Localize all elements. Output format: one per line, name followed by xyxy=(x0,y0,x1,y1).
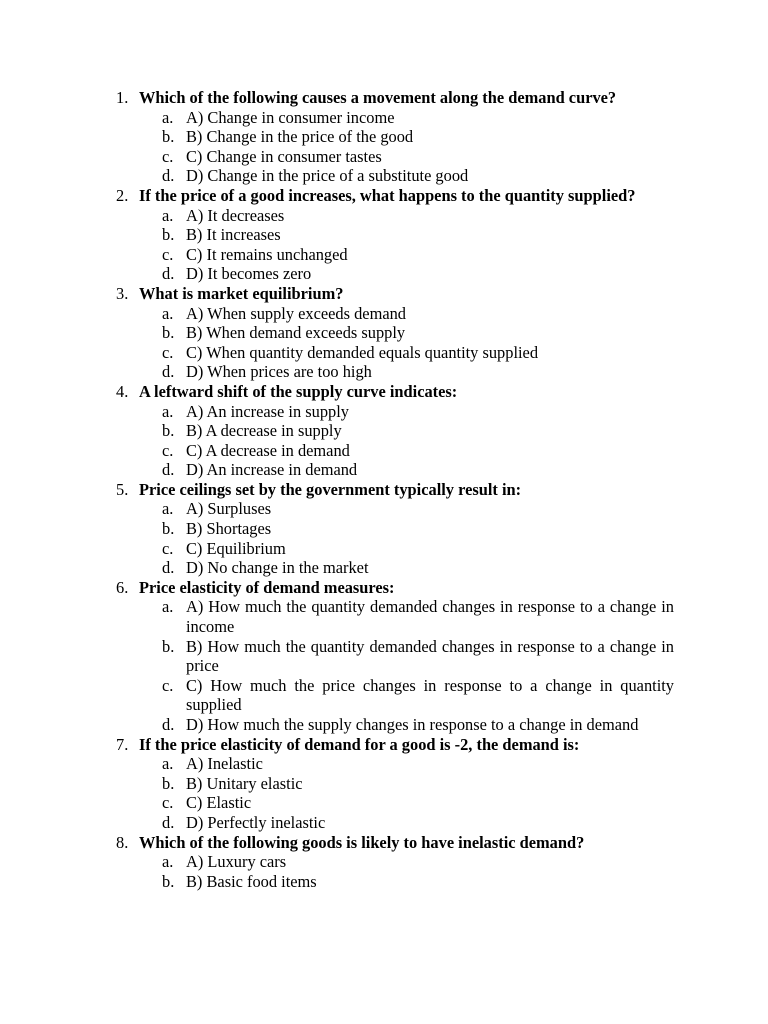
option-text: A) Inelastic xyxy=(186,754,263,774)
option-text: B) It increases xyxy=(186,225,281,245)
question-item xyxy=(116,833,674,892)
answer-option xyxy=(162,519,674,539)
question-item xyxy=(116,735,674,833)
option-letter: d. xyxy=(162,460,175,480)
option-text: A) When supply exceeds demand xyxy=(186,303,406,323)
option-text: B) Change in the price of the good xyxy=(186,127,414,147)
option-text: D) Change in the price of a substitute good xyxy=(186,166,469,186)
option-letter: c. xyxy=(162,440,174,460)
option-letter: a. xyxy=(162,754,174,774)
question-item xyxy=(116,382,674,480)
question-text: Which of the following causes a movement along the demand curve? xyxy=(139,88,617,107)
question-number: 6. xyxy=(116,577,129,597)
answer-option xyxy=(162,343,674,363)
answer-option xyxy=(162,304,674,324)
answer-option xyxy=(162,813,674,833)
answer-option xyxy=(162,774,674,794)
option-text: D) How much the supply changes in response to a change in demand xyxy=(186,715,639,734)
question-header xyxy=(116,735,674,755)
answer-options xyxy=(116,852,674,891)
option-letter: c. xyxy=(162,244,174,264)
option-text: C) When quantity demanded equals quantity supplied xyxy=(186,342,539,362)
answer-options xyxy=(116,597,674,734)
option-text: B) Unitary elastic xyxy=(186,773,303,793)
answer-options xyxy=(116,402,674,480)
option-letter: d. xyxy=(162,715,175,734)
question-text: Price ceilings set by the government typically result in: xyxy=(139,479,522,499)
answer-option xyxy=(162,460,674,480)
answer-option xyxy=(162,108,674,128)
option-text: A) How much the quantity demanded changes in response to a change in income xyxy=(186,597,674,637)
question-header xyxy=(116,88,674,108)
question-list xyxy=(116,88,674,891)
option-letter: b. xyxy=(162,421,175,441)
option-text: D) When prices are too high xyxy=(186,362,372,382)
question-text: If the price of a good increases, what happens to the quantity supplied? xyxy=(139,185,636,205)
option-text: A) An increase in supply xyxy=(186,401,349,421)
answer-option xyxy=(162,676,674,715)
question-text: Price elasticity of demand measures: xyxy=(139,577,395,597)
question-number: 8. xyxy=(116,832,129,852)
option-letter: a. xyxy=(162,499,174,519)
answer-options xyxy=(116,304,674,382)
option-text: D) It becomes zero xyxy=(186,264,312,284)
question-header xyxy=(116,578,674,598)
answer-option xyxy=(162,637,674,676)
answer-option xyxy=(162,147,674,167)
question-item xyxy=(116,284,674,382)
answer-option xyxy=(162,539,674,559)
answer-option xyxy=(162,421,674,441)
question-item xyxy=(116,480,674,578)
answer-option xyxy=(162,362,674,382)
answer-option xyxy=(162,597,674,636)
option-letter: c. xyxy=(162,538,174,558)
option-letter: a. xyxy=(162,107,174,127)
answer-option xyxy=(162,127,674,147)
option-text: C) It remains unchanged xyxy=(186,244,348,264)
option-letter: b. xyxy=(162,773,175,793)
answer-option xyxy=(162,852,674,872)
question-number: 5. xyxy=(116,479,129,499)
answer-options xyxy=(116,499,674,577)
answer-option xyxy=(162,166,674,186)
option-letter: a. xyxy=(162,597,174,617)
option-text: C) A decrease in demand xyxy=(186,440,350,460)
option-letter: b. xyxy=(162,225,175,245)
question-header xyxy=(116,833,674,853)
answer-options xyxy=(116,754,674,832)
option-text: C) Elastic xyxy=(186,793,252,813)
option-text: C) Equilibrium xyxy=(186,538,286,558)
option-letter: a. xyxy=(162,401,174,421)
option-text: D) An increase in demand xyxy=(186,460,358,480)
answer-options xyxy=(116,108,674,186)
question-number: 2. xyxy=(116,185,129,205)
option-letter: a. xyxy=(162,303,174,323)
question-header xyxy=(116,186,674,206)
option-letter: d. xyxy=(162,558,175,578)
option-text: A) Change in consumer income xyxy=(186,107,395,127)
option-letter: b. xyxy=(162,636,175,656)
question-text: A leftward shift of the supply curve indicates: xyxy=(139,381,458,401)
option-letter: b. xyxy=(162,323,175,343)
answer-option xyxy=(162,402,674,422)
option-text: C) How much the price changes in response to a change in quantity supplied xyxy=(186,675,674,715)
answer-options xyxy=(116,206,674,284)
option-text: D) Perfectly inelastic xyxy=(186,812,326,832)
option-text: B) How much the quantity demanded changes in response to a change in price xyxy=(186,636,674,676)
answer-option xyxy=(162,206,674,226)
question-number: 3. xyxy=(116,283,129,303)
option-letter: c. xyxy=(162,146,174,166)
option-letter: d. xyxy=(162,362,175,382)
answer-option xyxy=(162,323,674,343)
question-item xyxy=(116,88,674,186)
answer-option xyxy=(162,225,674,245)
option-letter: d. xyxy=(162,264,175,284)
question-text: If the price elasticity of demand for a good is -2, the demand is: xyxy=(139,734,580,754)
option-letter: c. xyxy=(162,793,174,813)
option-letter: c. xyxy=(162,675,174,695)
option-text: B) Shortages xyxy=(186,519,272,539)
answer-option xyxy=(162,715,674,735)
question-number: 1. xyxy=(116,88,129,107)
option-text: B) Basic food items xyxy=(186,871,317,891)
question-number: 4. xyxy=(116,381,129,401)
question-item xyxy=(116,186,674,284)
answer-option xyxy=(162,872,674,892)
question-header xyxy=(116,480,674,500)
option-text: C) Change in consumer tastes xyxy=(186,146,382,166)
question-text: What is market equilibrium? xyxy=(139,283,344,303)
option-text: D) No change in the market xyxy=(186,558,369,578)
answer-option xyxy=(162,754,674,774)
answer-option xyxy=(162,441,674,461)
option-text: A) It decreases xyxy=(186,205,285,225)
question-header xyxy=(116,284,674,304)
option-letter: a. xyxy=(162,205,174,225)
option-text: B) A decrease in supply xyxy=(186,421,342,441)
option-letter: b. xyxy=(162,519,175,539)
option-text: B) When demand exceeds supply xyxy=(186,323,406,343)
option-letter: b. xyxy=(162,127,175,147)
option-letter: b. xyxy=(162,871,175,891)
option-letter: a. xyxy=(162,852,174,872)
option-text: A) Luxury cars xyxy=(186,852,287,872)
answer-option xyxy=(162,499,674,519)
option-letter: d. xyxy=(162,166,175,186)
answer-option xyxy=(162,793,674,813)
answer-option xyxy=(162,558,674,578)
question-header xyxy=(116,382,674,402)
answer-option xyxy=(162,245,674,265)
question-number: 7. xyxy=(116,734,129,754)
option-letter: d. xyxy=(162,812,175,832)
question-item xyxy=(116,578,674,735)
question-text: Which of the following goods is likely to have inelastic demand? xyxy=(139,832,585,852)
option-text: A) Surpluses xyxy=(186,499,272,519)
option-letter: c. xyxy=(162,342,174,362)
answer-option xyxy=(162,264,674,284)
